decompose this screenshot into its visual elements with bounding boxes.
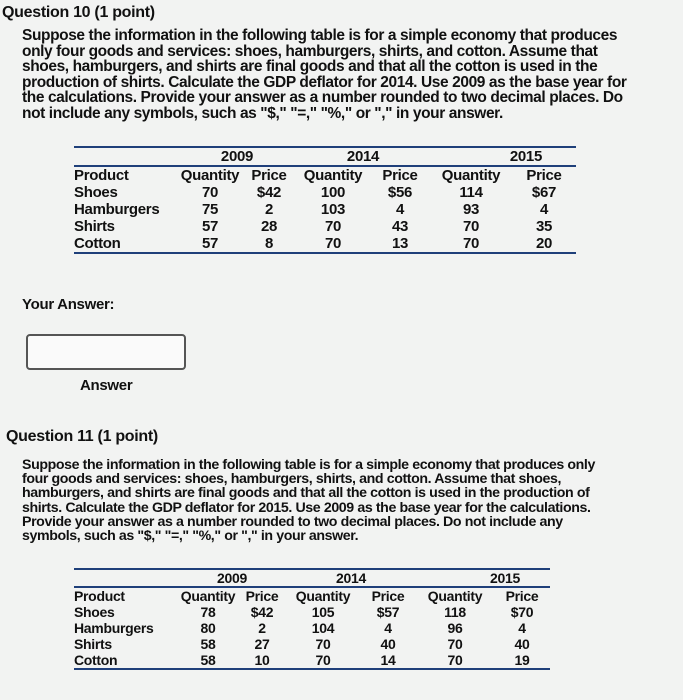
table-cell: 8 — [242, 235, 296, 253]
table-cell: 35 — [535, 218, 553, 235]
header-cell: Quantity — [427, 588, 483, 604]
answer-label: Answer — [80, 377, 133, 394]
table-cell: 14 — [360, 652, 416, 669]
table-cell: 4 — [518, 620, 526, 636]
table-cell: $56 — [387, 184, 413, 201]
table-cell: 70 — [416, 652, 494, 669]
table-cell: 58 — [178, 652, 238, 669]
table-cell: 57 — [178, 235, 242, 253]
header-cell: Price — [251, 167, 287, 184]
table-cell: 58 — [200, 636, 216, 652]
table-cell: Hamburgers — [74, 201, 160, 218]
table-cell: Hamburgers — [74, 620, 154, 636]
table-cell: 80 — [200, 620, 216, 636]
year-2009-label: 2009 — [178, 147, 296, 166]
table-cell: 70 — [447, 636, 463, 652]
table-cell: $67 — [531, 184, 557, 201]
table-cell: 40 — [380, 636, 396, 652]
table-row — [74, 218, 576, 235]
table-cell: 70 — [430, 235, 512, 253]
table-cell: $70 — [510, 604, 534, 620]
table-cell: 70 — [296, 235, 370, 253]
header-cell: Quantity — [180, 167, 240, 184]
table-cell: 19 — [494, 652, 550, 669]
header-cell: Price — [371, 588, 405, 604]
table-row — [74, 235, 576, 253]
header-cell: Quantity — [441, 167, 501, 184]
year-2015-label: 2015 — [430, 147, 576, 166]
table-cell: 57 — [201, 218, 219, 235]
question-10-table — [74, 146, 576, 254]
table-cell: 4 — [395, 201, 405, 218]
table-cell: 70 — [324, 218, 342, 235]
question-11-title: Question 11 (1 point) — [6, 428, 158, 445]
table-cell: 20 — [512, 235, 576, 253]
question-10-title: Question 10 (1 point) — [2, 4, 155, 21]
table-cell: 104 — [311, 620, 335, 636]
header-cell: Quantity — [295, 588, 351, 604]
table-cell: 10 — [238, 652, 286, 669]
table-cell: 75 — [201, 201, 219, 218]
year-2015-label: 2015 — [416, 569, 550, 587]
header-cell: Price — [382, 167, 418, 184]
table-cell: Shirts — [74, 218, 115, 235]
table-cell: 43 — [391, 218, 409, 235]
table-cell: Cotton — [74, 235, 178, 253]
table-cell: Shoes — [74, 184, 118, 201]
question-11-table — [74, 568, 550, 670]
table-cell: $42 — [256, 184, 282, 201]
header-cell: Product — [74, 167, 129, 184]
table-row — [74, 604, 550, 620]
table-cell: 4 — [539, 201, 549, 218]
table-row — [74, 620, 550, 636]
table-cell: 70 — [315, 636, 331, 652]
header-cell: Quantity — [180, 588, 236, 604]
question-11-text: Suppose the information in the following table is for a simple economy that produces only four goods and services: shoes, hamburgers, shirts, and cotton. Assume that shoes, hamburgers, and shirts are final goods and that all the cotton is used in the production of shirts. Calculate the GDP deflator for 2015. Use 2009 as the base year for the calculations. Provide your answer as a number rounded to two decimal places. Do not include any symbols, such as "$," "=," "%," or "," in your answer. — [22, 457, 595, 545]
header-cell: Price — [526, 167, 562, 184]
table-cell: 93 — [462, 201, 480, 218]
table-cell: Cotton — [74, 652, 178, 669]
table-cell: 2 — [258, 620, 266, 636]
table-cell: 118 — [444, 604, 466, 620]
table-cell: 70 — [201, 184, 219, 201]
answer-input[interactable] — [26, 334, 186, 370]
table-cell: 105 — [311, 604, 335, 620]
table-cell: 100 — [320, 184, 346, 201]
question-10-text: Suppose the information in the following table is for a simple economy that produces only four goods and services: shoes, hamburgers, shirts, and cotton. Assume that shoes, hamburgers, and shirts are final goods and that all the cotton is used in the production of shirts. Calculate the GDP deflator for 2014. Use 2009 as the base year for the calculations. Provide your answer as a number rounded to two decimal places. Do not include any symbols, such as "$," "=," "%," or "," in your answer. — [22, 27, 627, 122]
table-cell: $42 — [250, 604, 274, 620]
table-cell: 96 — [447, 620, 463, 636]
table-cell: Shoes — [74, 604, 115, 620]
table-cell: 13 — [370, 235, 430, 253]
table-header-row — [74, 587, 550, 604]
year-2009-label: 2009 — [178, 569, 286, 587]
table-cell: 78 — [200, 604, 216, 620]
header-cell: Price — [505, 588, 539, 604]
header-cell: Quantity — [303, 167, 363, 184]
table-cell: 4 — [384, 620, 392, 636]
table-cell: 40 — [514, 636, 530, 652]
table-row — [74, 184, 576, 201]
table-cell: 103 — [320, 201, 346, 218]
year-2014-label: 2014 — [296, 147, 430, 166]
table-cell: 70 — [462, 218, 480, 235]
table-header-row — [74, 166, 576, 184]
table-row — [74, 652, 550, 669]
table-row — [74, 636, 550, 652]
table-cell: $57 — [376, 604, 400, 620]
table-cell: Shirts — [74, 636, 112, 652]
table-cell: 28 — [260, 218, 278, 235]
table-row — [74, 201, 576, 218]
your-answer-label: Your Answer: — [22, 296, 115, 313]
table-cell: 27 — [254, 636, 270, 652]
table-cell: 70 — [286, 652, 360, 669]
table-cell: 114 — [459, 184, 483, 201]
header-cell: Product — [74, 588, 125, 604]
table-cell: 2 — [264, 201, 274, 218]
year-2014-label: 2014 — [286, 569, 416, 587]
header-cell: Price — [245, 588, 279, 604]
